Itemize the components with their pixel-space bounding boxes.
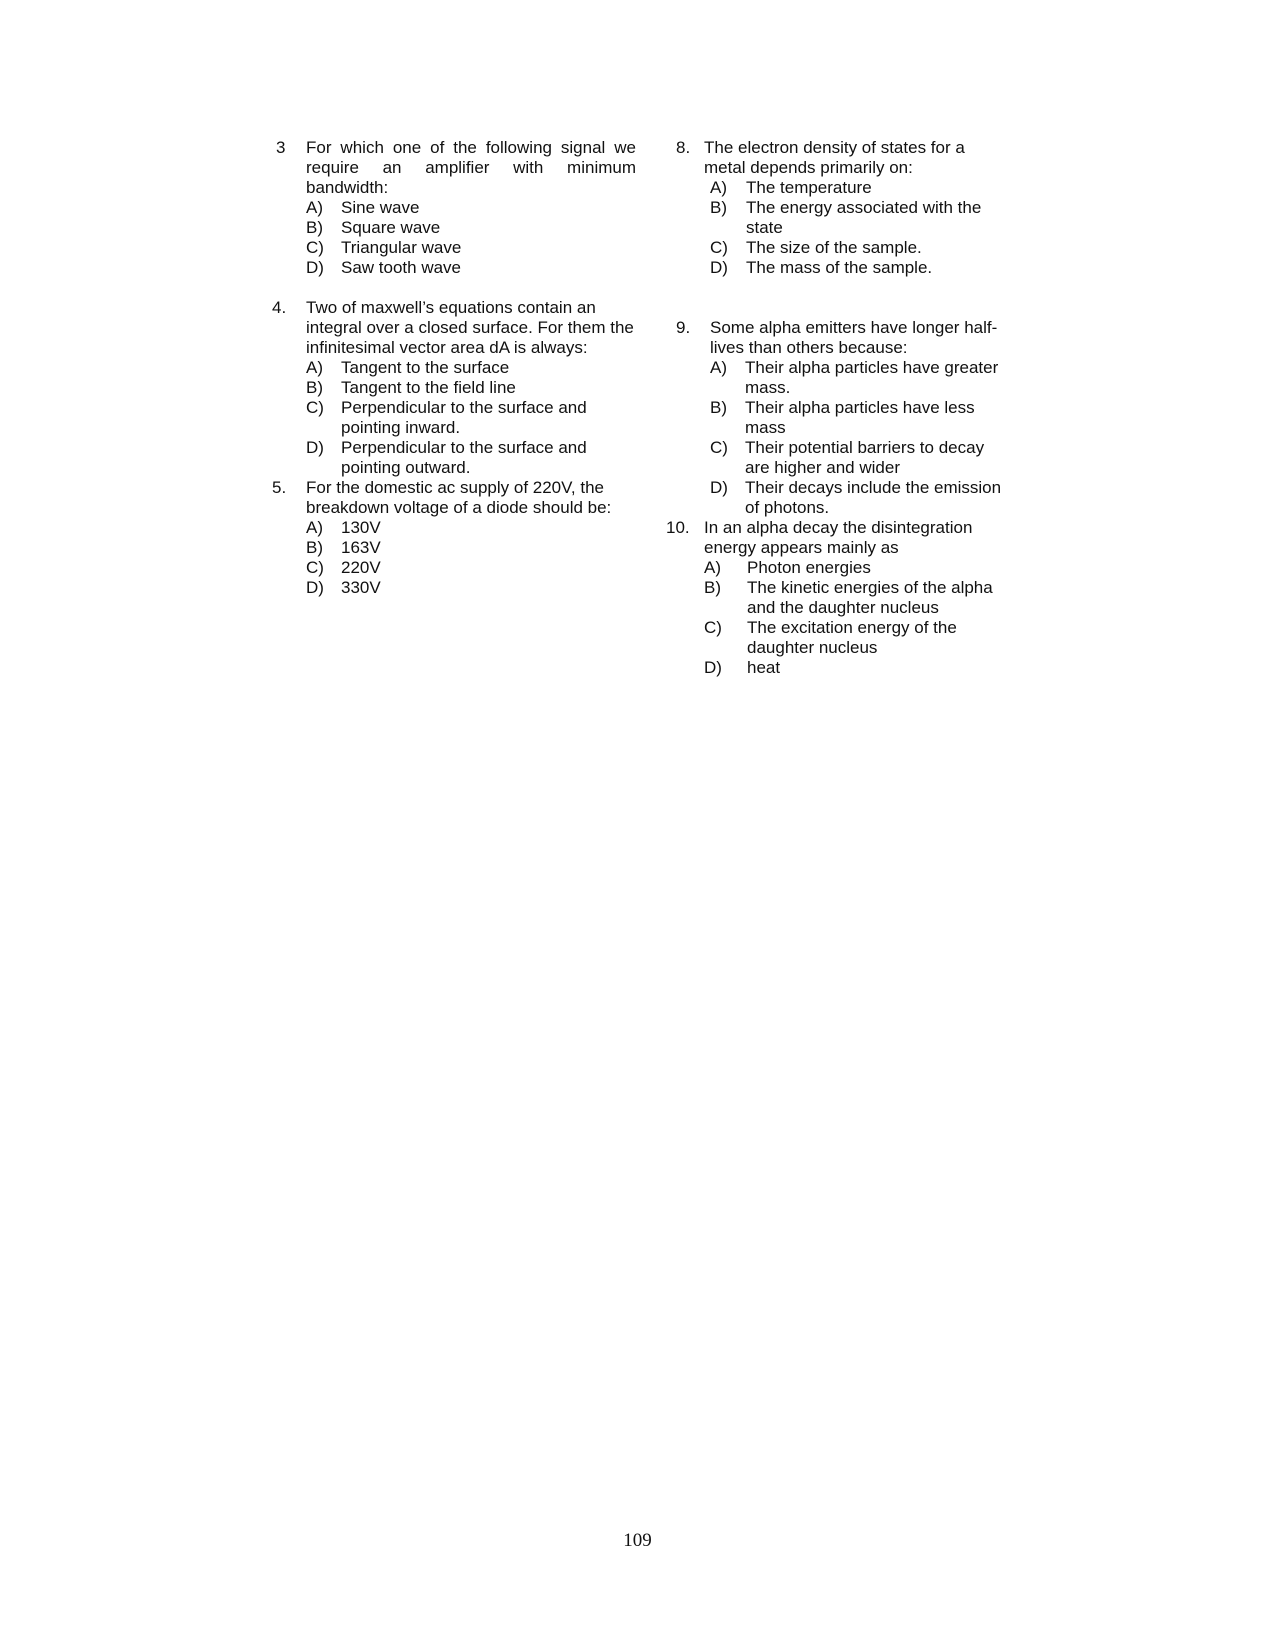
option-text: Perpendicular to the surface and pointing inward. bbox=[341, 398, 587, 437]
option-letter: C) bbox=[710, 238, 728, 257]
question-number: 4. bbox=[272, 298, 287, 317]
option-b bbox=[710, 398, 1018, 438]
question-9 bbox=[668, 318, 1018, 518]
question-4 bbox=[272, 298, 642, 478]
option-text: The excitation energy of the daughter nucleus bbox=[747, 618, 957, 657]
option-d bbox=[306, 438, 642, 478]
option-text: Their alpha particles have greater mass. bbox=[745, 358, 999, 397]
option-text: Triangular wave bbox=[341, 238, 462, 257]
option-b bbox=[306, 538, 642, 558]
question-stem: Two of maxwell’s equations contain an integral over a closed surface. For them the infinitesimal vector area dA is always: bbox=[306, 298, 634, 357]
option-letter: B) bbox=[306, 538, 323, 557]
option-text: Photon energies bbox=[747, 558, 871, 577]
option-text: Square wave bbox=[341, 218, 441, 237]
option-d bbox=[306, 578, 642, 598]
option-letter: A) bbox=[710, 178, 727, 197]
option-letter: D) bbox=[306, 258, 324, 277]
option-a bbox=[306, 198, 642, 218]
option-letter: C) bbox=[306, 238, 324, 257]
option-text: Their decays include the emission of photons. bbox=[745, 478, 1002, 517]
option-d bbox=[306, 258, 642, 278]
option-letter: B) bbox=[306, 378, 323, 397]
option-a bbox=[306, 358, 642, 378]
option-text: The energy associated with the state bbox=[746, 198, 982, 237]
option-letter: B) bbox=[710, 198, 727, 217]
option-text: Tangent to the field line bbox=[341, 378, 516, 397]
option-letter: C) bbox=[306, 558, 324, 577]
option-d bbox=[710, 478, 1018, 518]
question-number: 8. bbox=[676, 138, 691, 157]
option-text: The kinetic energies of the alpha and the daughter nucleus bbox=[747, 578, 993, 617]
question-number: 10. bbox=[666, 518, 690, 537]
page-number: 109 bbox=[623, 1530, 652, 1551]
option-c bbox=[704, 618, 1018, 658]
option-c bbox=[306, 558, 642, 578]
option-letter: C) bbox=[710, 438, 728, 457]
option-a bbox=[710, 358, 1018, 398]
option-letter: D) bbox=[306, 578, 324, 597]
option-letter: D) bbox=[710, 258, 728, 277]
option-c bbox=[704, 238, 1018, 258]
question-number: 5. bbox=[272, 478, 287, 497]
option-text: Perpendicular to the surface and pointing outward. bbox=[341, 438, 587, 477]
option-text: Their alpha particles have less mass bbox=[745, 398, 975, 437]
question-number: 3 bbox=[276, 138, 286, 157]
option-text: 130V bbox=[341, 518, 381, 537]
option-text: Their potential barriers to decay are higher and wider bbox=[745, 438, 985, 477]
question-stem: In an alpha decay the disintegration energy appears mainly as bbox=[704, 518, 973, 557]
option-letter: C) bbox=[704, 618, 722, 637]
option-a bbox=[704, 178, 1018, 198]
option-text: 330V bbox=[341, 578, 381, 597]
option-letter: A) bbox=[306, 358, 323, 377]
option-text: Tangent to the surface bbox=[341, 358, 510, 377]
option-text: Saw tooth wave bbox=[341, 258, 462, 277]
option-c bbox=[306, 398, 642, 438]
option-text: 220V bbox=[341, 558, 381, 577]
option-text: The temperature bbox=[746, 178, 872, 197]
option-text: The mass of the sample. bbox=[746, 258, 933, 277]
option-letter: A) bbox=[306, 518, 323, 537]
left-column bbox=[272, 138, 642, 598]
question-5 bbox=[272, 478, 642, 598]
option-letter: D) bbox=[710, 478, 728, 497]
option-b bbox=[704, 578, 1018, 618]
option-b bbox=[306, 218, 642, 238]
question-stem: For which one of the following signal we require an amplifier with minimum bandwidth: bbox=[306, 138, 636, 197]
option-text: The size of the sample. bbox=[746, 238, 922, 257]
option-b bbox=[704, 198, 1018, 238]
option-a bbox=[704, 558, 1018, 578]
option-letter: D) bbox=[306, 438, 324, 457]
question-number: 9. bbox=[676, 318, 691, 337]
question-stem: The electron density of states for a metal depends primarily on: bbox=[704, 138, 965, 177]
right-column bbox=[668, 138, 1018, 678]
option-text: Sine wave bbox=[341, 198, 420, 217]
option-c bbox=[306, 238, 642, 258]
option-d bbox=[704, 258, 1018, 278]
option-letter: B) bbox=[710, 398, 727, 417]
option-letter: A) bbox=[704, 558, 721, 577]
question-stem: Some alpha emitters have longer half-lives than others because: bbox=[710, 318, 998, 357]
option-d bbox=[704, 658, 1018, 678]
option-b bbox=[306, 378, 642, 398]
question-8 bbox=[668, 138, 1018, 278]
option-letter: A) bbox=[306, 198, 323, 217]
option-letter: C) bbox=[306, 398, 324, 417]
option-letter: B) bbox=[306, 218, 323, 237]
option-letter: D) bbox=[704, 658, 722, 677]
option-letter: B) bbox=[704, 578, 721, 597]
option-text: 163V bbox=[341, 538, 381, 557]
question-stem: For the domestic ac supply of 220V, the breakdown voltage of a diode should be: bbox=[306, 478, 612, 517]
option-text: heat bbox=[747, 658, 781, 677]
option-c bbox=[710, 438, 1018, 478]
question-3 bbox=[272, 138, 642, 278]
option-a bbox=[306, 518, 642, 538]
question-10 bbox=[668, 518, 1018, 678]
option-letter: A) bbox=[710, 358, 727, 377]
